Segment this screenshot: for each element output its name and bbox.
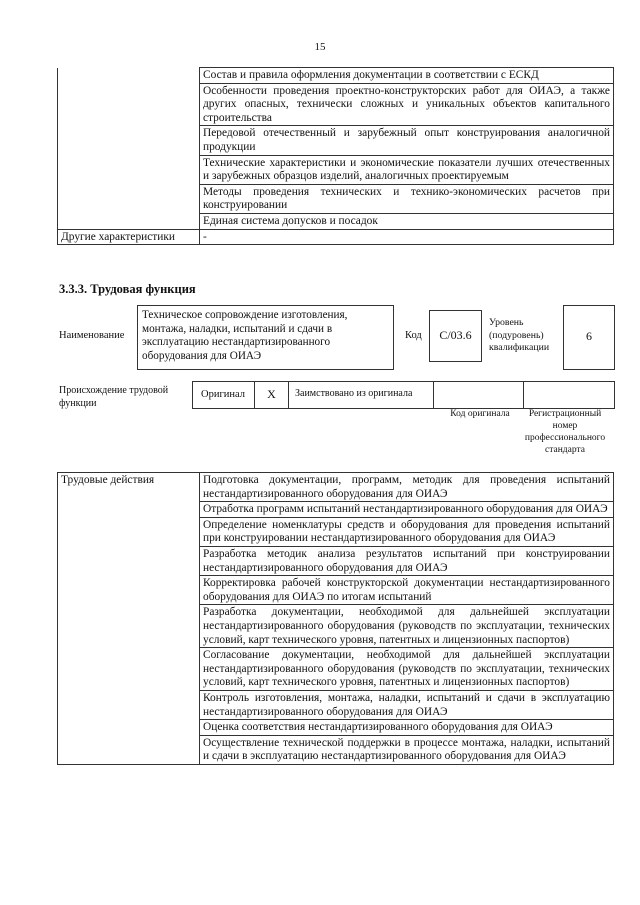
knowledge-item: Технические характеристики и экономические показатели лучших отечественных и зарубежных образцов изделий, аналогичных проектируемым [200,155,614,184]
knowledge-table [57,67,614,245]
name-label: Наименование [59,330,125,341]
code-value: С/03.6 [439,328,472,342]
code-box [429,310,482,362]
other-characteristics-label: Другие характеристики [58,229,200,245]
labor-action-item: Разработка документации, необходимой для дальнейшей эксплуатации нестандартизированного оборудования (руководств по эксплуатации, технических условий, карт технического уровня, патентных и лицензионных паспортов) [200,605,614,648]
origin-divider [288,382,289,408]
labor-action-item: Определение номенклатуры средств и оборудования для проведения испытаний при конструировании нестандартизированного оборудования для ОИАЭ [200,517,614,546]
level-box [563,305,615,370]
level-label: Уровень (подуровень) квалификации [489,317,550,353]
page-number: 15 [314,41,326,53]
table-row [58,68,614,84]
labor-action-item: Разработка методик анализа результатов испытаний при конструировании нестандартизированного оборудования для ОИАЭ [200,546,614,575]
knowledge-item: Передовой отечественный и зарубежный опыт конструирования аналогичной продукции [200,126,614,155]
original-mark: X [267,387,276,401]
labor-action-item: Осуществление технической поддержки в процессе монтажа, наладки, испытаний и сдачи в эксплуатацию нестандартизированного оборудования для ОИАЭ [200,735,614,764]
knowledge-label-cell [58,68,200,230]
origin-label: Происхождение трудовой функции [59,385,169,409]
table-row [58,473,614,502]
code-original-caption: Код оригинала [450,409,510,419]
section-title: 3.3.3. Трудовая функция [59,282,196,296]
name-box [137,305,394,370]
code-label: Код [405,330,422,341]
knowledge-item: Методы проведения технических и технико-экономических расчетов при конструировании [200,184,614,213]
labor-action-item: Оценка соответствия нестандартизированного оборудования для ОИАЭ [200,720,614,736]
origin-divider [523,382,524,408]
labor-action-item: Контроль изготовления, монтажа, наладки, испытаний и сдачи в эксплуатацию нестандартизированного оборудования для ОИАЭ [200,690,614,719]
knowledge-item: Единая система допусков и посадок [200,213,614,229]
table-row [58,229,614,245]
borrowed-label: Заимствовано из оригинала [295,388,413,399]
labor-actions-label: Трудовые действия [58,473,200,765]
knowledge-item: Особенности проведения проектно-конструкторских работ для ОИАЭ, а также других опасных, технически сложных и уникальных объектов капитального строительства [200,83,614,126]
labor-action-item: Согласование документации, необходимой для дальнейшей эксплуатации нестандартизированного оборудования (руководств по эксплуатации, технических условий, карт технического уровня, патентных и лицензионных паспортов) [200,648,614,691]
labor-actions-table [57,472,614,765]
origin-divider [433,382,434,408]
function-name: Техническое сопровождение изготовления, монтажа, наладки, испытаний и сдачи в эксплуатацию нестандартизированного оборудования для ОИАЭ [142,309,348,362]
level-value: 6 [586,329,592,343]
labor-action-item: Отработка программ испытаний нестандартизированного оборудования для ОИАЭ [200,502,614,518]
reg-number-caption: Регистрационный номер профессионального стандарта [524,409,606,455]
labor-action-item: Корректировка рабочей конструкторской документации нестандартизированного оборудования для ОИАЭ по итогам испытаний [200,576,614,605]
original-label: Оригинал [201,389,245,400]
knowledge-item: Состав и правила оформления документации в соответствии с ЕСКД [200,68,614,84]
other-characteristics-value: - [200,229,614,245]
labor-action-item: Подготовка документации, программ, методик для проведения испытаний нестандартизированного оборудования для ОИАЭ [200,473,614,502]
origin-row [192,381,615,409]
